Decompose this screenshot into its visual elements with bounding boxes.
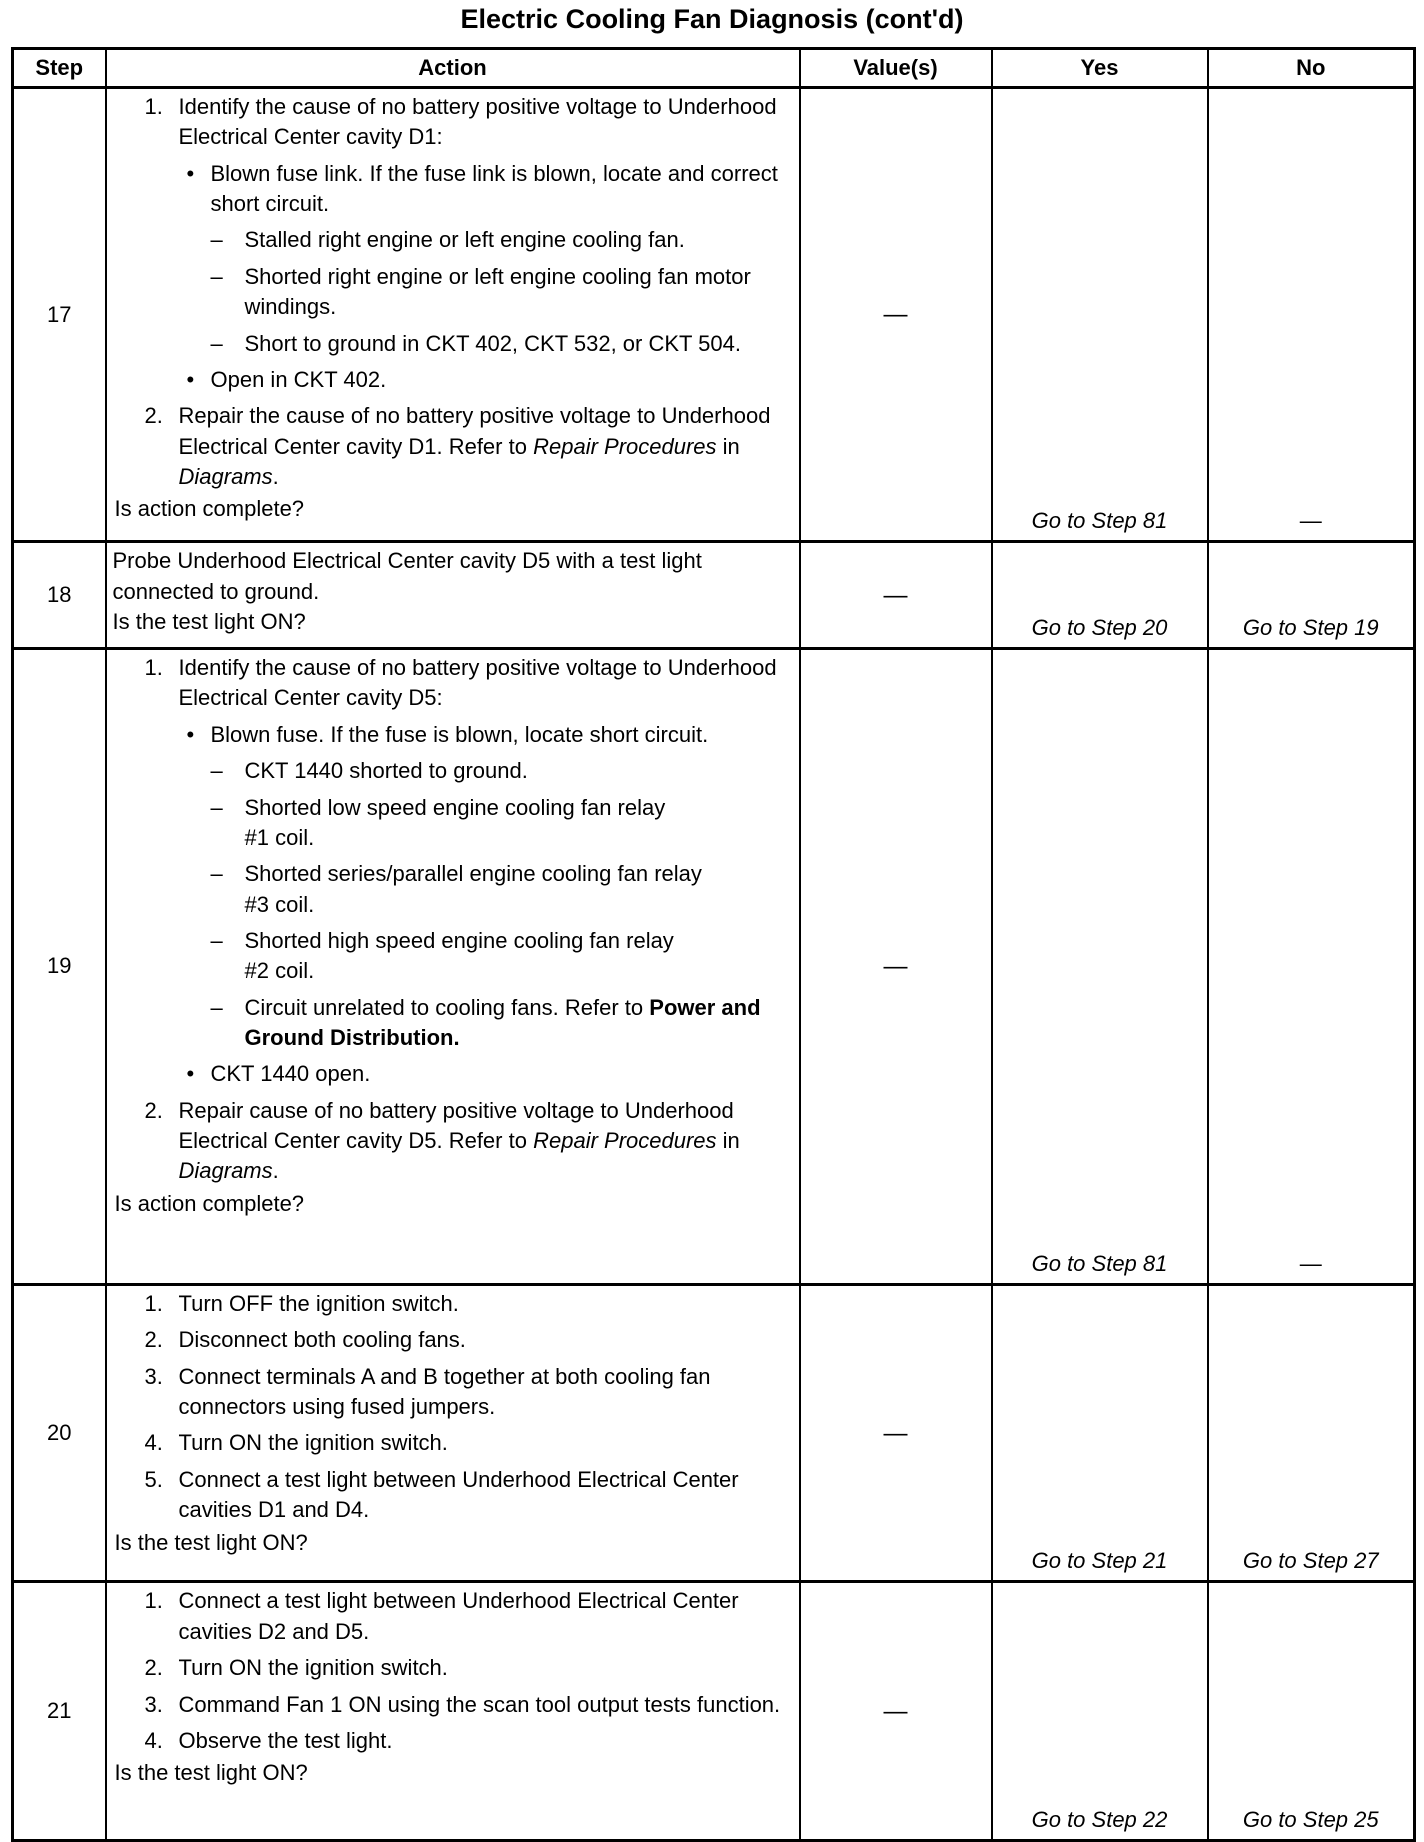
item-number: 2.: [144, 1655, 163, 1681]
reference-period: .: [272, 1158, 279, 1184]
action-cell: [106, 542, 800, 649]
header-yes: Yes: [992, 49, 1208, 88]
yes-go-to-step-81[interactable]: Go to Step 81: [992, 88, 1208, 542]
item-number: 2.: [144, 1097, 163, 1123]
reference-link[interactable]: Power and Ground Distribution.: [244, 994, 761, 1051]
action-item: Command Fan 1 ON using the scan tool output tests function.: [178, 1691, 781, 1717]
yes-go-to-step-81[interactable]: Go to Step 81: [992, 649, 1208, 1285]
dash-item: Stalled right engine or left engine cooling fan.: [244, 227, 685, 253]
question-text: Is the test light ON?: [114, 1760, 308, 1786]
table-row-step-18: [13, 542, 1415, 649]
action-item: Connect a test light between Underhood Electrical Center cavities D2 and D5.: [178, 1588, 739, 1644]
step-number: 20: [13, 1285, 106, 1582]
item-number: 1.: [144, 1291, 163, 1317]
item-number: 1.: [144, 1588, 163, 1614]
item-number: 2.: [144, 1327, 163, 1353]
bullet-item: Open in CKT 402.: [210, 366, 387, 392]
action-item: Connect terminals A and B together at both cooling fan connectors using fused jumpers.: [178, 1363, 711, 1420]
dash-item: Short to ground in CKT 402, CKT 532, or CKT 504.: [244, 330, 742, 356]
yes-go-to-step-22[interactable]: Go to Step 22: [992, 1582, 1208, 1841]
no-go-to-step-19[interactable]: Go to Step 19: [1208, 542, 1415, 649]
item-number: 1.: [144, 655, 163, 681]
bullet-item: Blown fuse. If the fuse is blown, locate short circuit.: [210, 721, 709, 747]
question-text: Is the test light ON?: [114, 1529, 308, 1555]
step-number: 21: [13, 1582, 106, 1841]
table-row-step-17: [13, 88, 1415, 542]
no-go-to-step-25[interactable]: Go to Step 25: [1208, 1582, 1415, 1841]
action-item: Observe the test light.: [178, 1727, 393, 1753]
dash-item: Shorted series/parallel engine cooling fan relay #3 coil.: [244, 861, 702, 917]
item-number: 3.: [144, 1363, 163, 1389]
value-cell: —: [800, 88, 992, 542]
dash-item: Shorted right engine or left engine cooling fan motor windings.: [244, 263, 751, 320]
reference-link[interactable]: Repair Procedures: [533, 433, 717, 459]
dash-item: Shorted high speed engine cooling fan relay #2 coil.: [244, 927, 674, 984]
item-number: 3.: [144, 1691, 163, 1717]
question-text: Is action complete?: [114, 1190, 305, 1216]
page-title: Electric Cooling Fan Diagnosis (cont'd): [460, 4, 964, 34]
action-item: Identify the cause of no battery positive voltage to Underhood Electrical Center cavity D1:: [178, 94, 777, 150]
header-action: Action: [106, 49, 800, 88]
action-cell: [106, 1582, 800, 1841]
question-text: Is the test light ON?: [112, 609, 306, 635]
reference-connector: in: [722, 433, 740, 459]
value-cell: —: [800, 1582, 992, 1841]
action-cell: 1. Identify the cause of no battery positive voltage to Underhood Electrical Center cavity D5: • Blown fuse. If the fuse is blown, locate short circuit. – CKT 1440 shorted to ground. – Shorted low speed engine cooling fan relay #1 coil. – Shorted series/parallel engine cooling fan relay #3 coil. – Shorted high speed engine cooling fan relay #2 coil. – Circuit unrelated to cooling fans. Refer to Power and Ground Distribution. • CKT 1440 open. 2. Repair cause of no battery positive voltage to Underhood Electrical Center cavity D5. Refer to Repair Procedures in Diagrams. Is action complete?: [106, 649, 800, 1285]
header-step: Step: [13, 49, 106, 88]
reference-period: .: [272, 463, 279, 489]
item-number: 2.: [144, 403, 163, 429]
diagnosis-table: [11, 47, 1416, 1842]
item-number: 4.: [144, 1430, 163, 1456]
action-item: Disconnect both cooling fans.: [178, 1327, 466, 1353]
step-number: 18: [13, 542, 106, 649]
item-number: 4.: [144, 1727, 163, 1753]
value-cell: —: [800, 1285, 992, 1582]
value-cell: —: [800, 542, 992, 649]
value-cell: —: [800, 649, 992, 1285]
header-no: No: [1208, 49, 1415, 88]
action-cell: 1. Identify the cause of no battery positive voltage to Underhood Electrical Center cavity D1: • Blown fuse link. If the fuse link is blown, locate and correct short circuit. – Stalled right engine or left engine cooling fan. – Shorted right engine or left engine cooling fan motor windings. – Short to ground in CKT 402, CKT 532, or CKT 504. • Open in CKT 402. 2. Repair the cause of no battery positive voltage to Underhood Electrical Center cavity D1. Refer to Repair Procedures in Diagrams. Is action complete?: [106, 88, 800, 542]
action-text: Probe Underhood Electrical Center cavity D5 with a test light connected to ground.: [112, 548, 702, 604]
dash-item: Circuit unrelated to cooling fans. Refer to: [244, 994, 644, 1020]
table-row-step-19: [13, 649, 1415, 1285]
action-item: Identify the cause of no battery positive voltage to Underhood Electrical Center cavity D5:: [178, 655, 777, 711]
item-number: 1.: [144, 94, 163, 119]
no-result: —: [1208, 649, 1415, 1285]
no-result: —: [1208, 88, 1415, 542]
table-header-row: [13, 49, 1415, 88]
dash-item: Shorted low speed engine cooling fan relay #1 coil.: [244, 794, 666, 850]
table-row-step-20: [13, 1285, 1415, 1582]
table-row-step-21: [13, 1582, 1415, 1841]
action-item: Connect a test light between Underhood Electrical Center cavities D1 and D4.: [178, 1466, 739, 1523]
yes-go-to-step-21[interactable]: Go to Step 21: [992, 1285, 1208, 1582]
reference-link[interactable]: Diagrams: [178, 463, 273, 489]
action-item: Turn OFF the ignition switch.: [178, 1291, 459, 1317]
bullet-item: Blown fuse link. If the fuse link is blown, locate and correct short circuit.: [210, 160, 778, 217]
action-item: Repair the cause of no battery positive voltage to Underhood Electrical Center cavity D1. Refer to: [178, 403, 771, 459]
no-go-to-step-27[interactable]: Go to Step 27: [1208, 1285, 1415, 1582]
header-values: Value(s): [800, 49, 992, 88]
step-number: 17: [13, 88, 106, 542]
action-item: Turn ON the ignition switch.: [178, 1430, 448, 1456]
action-cell: [106, 1285, 800, 1582]
yes-go-to-step-20[interactable]: Go to Step 20: [992, 542, 1208, 649]
step-number: 19: [13, 649, 106, 1285]
reference-connector: in: [722, 1128, 740, 1154]
dash-item: CKT 1440 shorted to ground.: [244, 758, 528, 784]
action-item: Turn ON the ignition switch.: [178, 1655, 448, 1681]
bullet-item: CKT 1440 open.: [210, 1061, 371, 1087]
action-item: Repair cause of no battery positive voltage to Underhood Electrical Center cavity D5. Refer to: [178, 1097, 734, 1154]
reference-link[interactable]: Diagrams: [178, 1158, 273, 1184]
item-number: 5.: [144, 1466, 163, 1492]
question-text: Is action complete?: [114, 496, 305, 522]
reference-link[interactable]: Repair Procedures: [533, 1128, 717, 1154]
